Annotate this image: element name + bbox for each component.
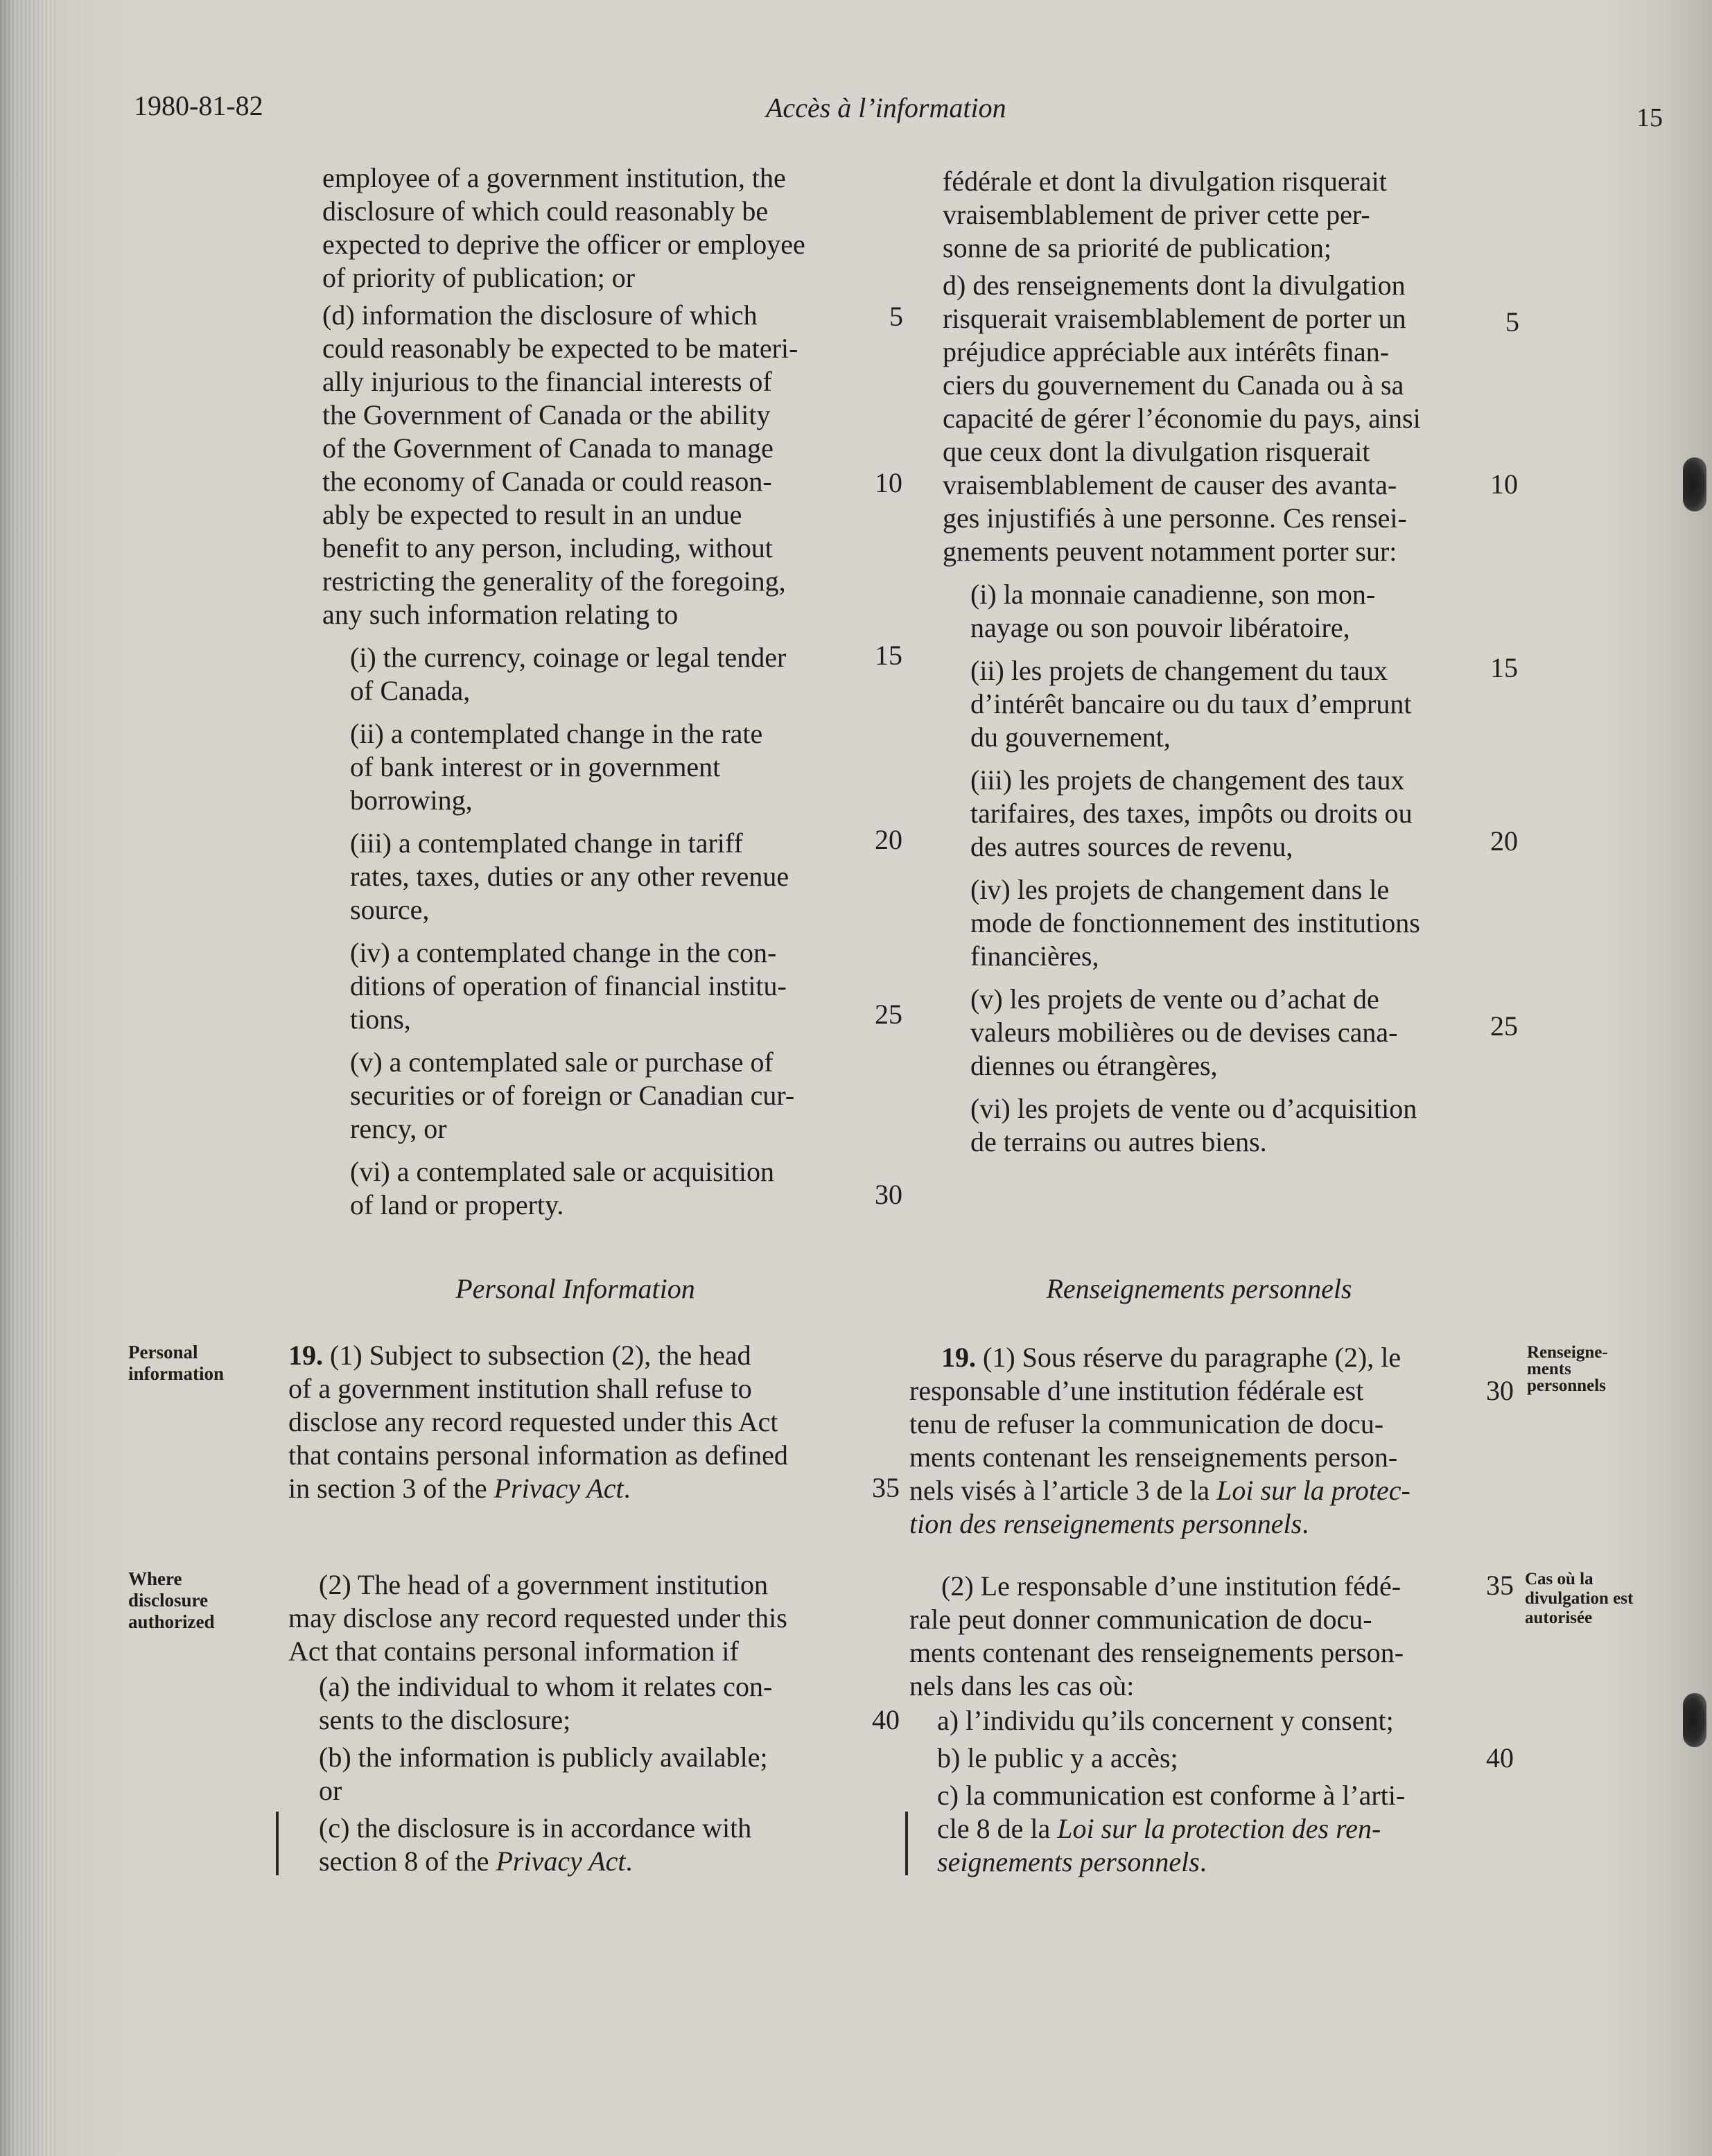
text-line: vraisemblablement de causer des avanta- <box>943 469 1397 500</box>
text-line: source, <box>350 894 430 925</box>
section-19-2-french <box>909 1570 1485 1703</box>
text-line: sents to the disclosure; <box>319 1704 571 1735</box>
text-line: préjudice appréciable aux intérêts finan- <box>943 336 1390 367</box>
text-line: of priority of publication; or <box>322 262 636 293</box>
text-line: tarifaires, des taxes, impôts ou droits ou <box>970 798 1413 829</box>
margin-note-cas-ou-divulgation: Cas où la divulgation est autorisée <box>1525 1570 1634 1627</box>
section-19-2-english-items <box>319 1670 866 1878</box>
section-19-english <box>288 1339 865 1505</box>
text-line: Act that contains personal information if <box>288 1636 739 1667</box>
text-line: in section 3 of the Privacy Act. <box>288 1473 631 1504</box>
binder-hole <box>1683 1693 1706 1747</box>
line-number: 5 <box>1505 306 1519 338</box>
revision-bar <box>905 1812 908 1875</box>
text-line: que ceux dont la divulgation risquerait <box>943 436 1370 467</box>
page-edge-shadow <box>0 0 55 2156</box>
text-line: d’intérêt bancaire ou du taux d’emprunt <box>970 688 1412 719</box>
text-line: 19. (1) Subject to subsection (2), the head <box>288 1340 751 1371</box>
text-line: ally injurious to the financial interests of <box>322 366 772 397</box>
text-line: nels dans les cas où: <box>909 1670 1135 1701</box>
line-number: 40 <box>1486 1742 1514 1773</box>
text-line: of the Government of Canada to manage <box>322 432 774 464</box>
header-year: 1980-81-82 <box>134 90 263 121</box>
text-line: or <box>319 1775 342 1806</box>
text-line: tion des renseignements personnels. <box>909 1508 1309 1539</box>
text-line: b) le public y a accès; <box>937 1742 1178 1773</box>
text-line: the Government of Canada or the ability <box>322 399 771 430</box>
text-line: (2) Le responsable d’une institution fédé- <box>941 1570 1401 1602</box>
text-line: may disclose any record requested under this <box>288 1602 787 1633</box>
text-line: employee of a government institution, the <box>322 162 786 193</box>
text-line: ges injustifiés à une personne. Ces rensei- <box>943 502 1407 534</box>
line-number: 20 <box>1490 825 1518 857</box>
text-line: tenu de refuser la communication de docu- <box>909 1408 1384 1439</box>
text-line: ments contenant des renseignements person- <box>909 1637 1404 1668</box>
section-heading-english: Personal Information <box>455 1273 695 1304</box>
text-line: a) l’individu qu’ils concernent y consent; <box>937 1705 1394 1736</box>
text-line: securities or of foreign or Canadian cur- <box>350 1080 795 1111</box>
line-number: 30 <box>875 1179 902 1210</box>
text-line: (vi) les projets de vente ou d’acquisition <box>970 1093 1417 1124</box>
text-line: sonne de sa priorité de publication; <box>943 232 1331 263</box>
line-number: 20 <box>875 824 902 855</box>
text-line: disclose any record requested under this Act <box>288 1406 778 1437</box>
line-number: 15 <box>875 640 902 671</box>
text-line: cle 8 de la Loi sur la protection des ren- <box>937 1813 1381 1844</box>
line-number: 30 <box>1486 1375 1514 1406</box>
line-number: 40 <box>872 1704 900 1735</box>
section-19-french <box>909 1341 1485 1541</box>
text-line: seignements personnels. <box>937 1846 1207 1877</box>
section-heading-french: Renseignements personnels <box>1046 1273 1352 1304</box>
text-line: gnements peuvent notamment porter sur: <box>943 536 1397 567</box>
text-line: (i) the currency, coinage or legal tender <box>350 642 787 673</box>
text-line: (c) the disclosure is in accordance with <box>319 1812 752 1843</box>
text-line: (vi) a contemplated sale or acquisition <box>350 1156 775 1187</box>
text-line: du gouvernement, <box>970 721 1171 753</box>
text-line: (2) The head of a government institution <box>319 1569 768 1600</box>
french-top-column <box>943 165 1485 1159</box>
text-line: section 8 of the Privacy Act. <box>319 1846 633 1877</box>
text-line: nels visés à l’article 3 de la Loi sur la protec- <box>909 1475 1410 1506</box>
binder-hole <box>1683 457 1706 511</box>
line-number: 15 <box>1490 652 1518 683</box>
revision-bar <box>276 1812 279 1875</box>
text-line: mode de fonctionnement des institutions <box>970 907 1420 938</box>
text-line: c) la communication est conforme à l’arti- <box>937 1780 1406 1811</box>
text-line: that contains personal information as defined <box>288 1439 788 1471</box>
line-number: 5 <box>889 301 903 332</box>
text-line: rale peut donner communication de docu- <box>909 1604 1372 1635</box>
line-number: 35 <box>1486 1570 1514 1601</box>
text-line: (v) a contemplated sale or purchase of <box>350 1046 774 1078</box>
line-number: 10 <box>1490 468 1518 500</box>
text-line: fédérale et dont la divulgation risquerait <box>943 166 1387 197</box>
text-line: ditions of operation of financial institu- <box>350 970 787 1001</box>
line-number: 25 <box>1490 1010 1518 1042</box>
text-line: expected to deprive the officer or employee <box>322 229 805 260</box>
text-line: valeurs mobilières ou de devises cana- <box>970 1017 1398 1048</box>
text-line: rates, taxes, duties or any other revenue <box>350 861 789 892</box>
text-line: (ii) les projets de changement du taux <box>970 655 1388 686</box>
section-19-2-french-items <box>937 1704 1485 1879</box>
text-line: nayage ou son pouvoir libératoire, <box>970 612 1350 643</box>
margin-note-renseignements-personnels: Renseigne- ments personnels <box>1527 1343 1608 1395</box>
margin-note-personal-information: Personal information <box>128 1342 224 1384</box>
text-line: (iii) les projets de changement des taux <box>970 764 1405 796</box>
text-line: borrowing, <box>350 785 473 816</box>
text-line: (b) the information is publicly available; <box>319 1742 768 1773</box>
text-line: benefit to any person, including, without <box>322 532 773 563</box>
text-line: disclosure of which could reasonably be <box>322 195 769 227</box>
page-number: 15 <box>1636 103 1663 132</box>
english-top-column <box>322 161 870 1222</box>
text-line: the economy of Canada or could reason- <box>322 466 772 497</box>
text-line: any such information relating to <box>322 599 679 630</box>
text-line: (i) la monnaie canadienne, son mon- <box>970 579 1376 610</box>
text-line: financières, <box>970 940 1099 972</box>
text-line: could reasonably be expected to be materi- <box>322 333 798 364</box>
section-19-2-english <box>288 1568 865 1668</box>
text-line: (iv) a contemplated change in the con- <box>350 937 777 968</box>
text-line: rency, or <box>350 1113 447 1144</box>
text-line: (ii) a contemplated change in the rate <box>350 718 763 749</box>
text-line: vraisemblablement de priver cette per- <box>943 199 1370 230</box>
text-line: of land or property. <box>350 1189 564 1220</box>
line-number: 25 <box>875 999 902 1030</box>
text-line: (v) les projets de vente ou d’achat de <box>970 983 1379 1015</box>
line-number: 35 <box>872 1472 900 1503</box>
text-line: de terrains ou autres biens. <box>970 1126 1267 1157</box>
line-number: 10 <box>875 467 902 498</box>
text-line: responsable d’une institution fédérale est <box>909 1375 1364 1406</box>
text-line: ciers du gouvernement du Canada ou à sa <box>943 369 1404 401</box>
text-line: risquerait vraisemblablement de porter un <box>943 303 1406 334</box>
header-title: Accès à l’information <box>766 92 1006 123</box>
text-line: (d) information the disclosure of which <box>322 299 758 331</box>
text-line: 19. (1) Sous réserve du paragraphe (2), le <box>941 1342 1401 1373</box>
text-line: capacité de gérer l’économie du pays, ainsi <box>943 403 1421 434</box>
margin-note-where-disclosure-authorized: Where disclosure authorized <box>128 1568 215 1632</box>
text-line: ments contenant les renseignements person- <box>909 1441 1398 1473</box>
text-line: restricting the generality of the foregoing, <box>322 566 786 597</box>
text-line: ably be expected to result in an undue <box>322 499 742 530</box>
text-line: of a government institution shall refuse to <box>288 1373 752 1404</box>
text-line: diennes ou étrangères, <box>970 1050 1218 1081</box>
text-line: d) des renseignements dont la divulgation <box>943 270 1406 301</box>
text-line: of Canada, <box>350 675 471 706</box>
text-line: (a) the individual to whom it relates con- <box>319 1671 773 1702</box>
text-line: (iii) a contemplated change in tariff <box>350 827 743 859</box>
text-line: des autres sources de revenu, <box>970 831 1293 862</box>
text-line: (iv) les projets de changement dans le <box>970 874 1390 905</box>
text-line: tions, <box>350 1003 411 1035</box>
text-line: of bank interest or in government <box>350 751 721 782</box>
